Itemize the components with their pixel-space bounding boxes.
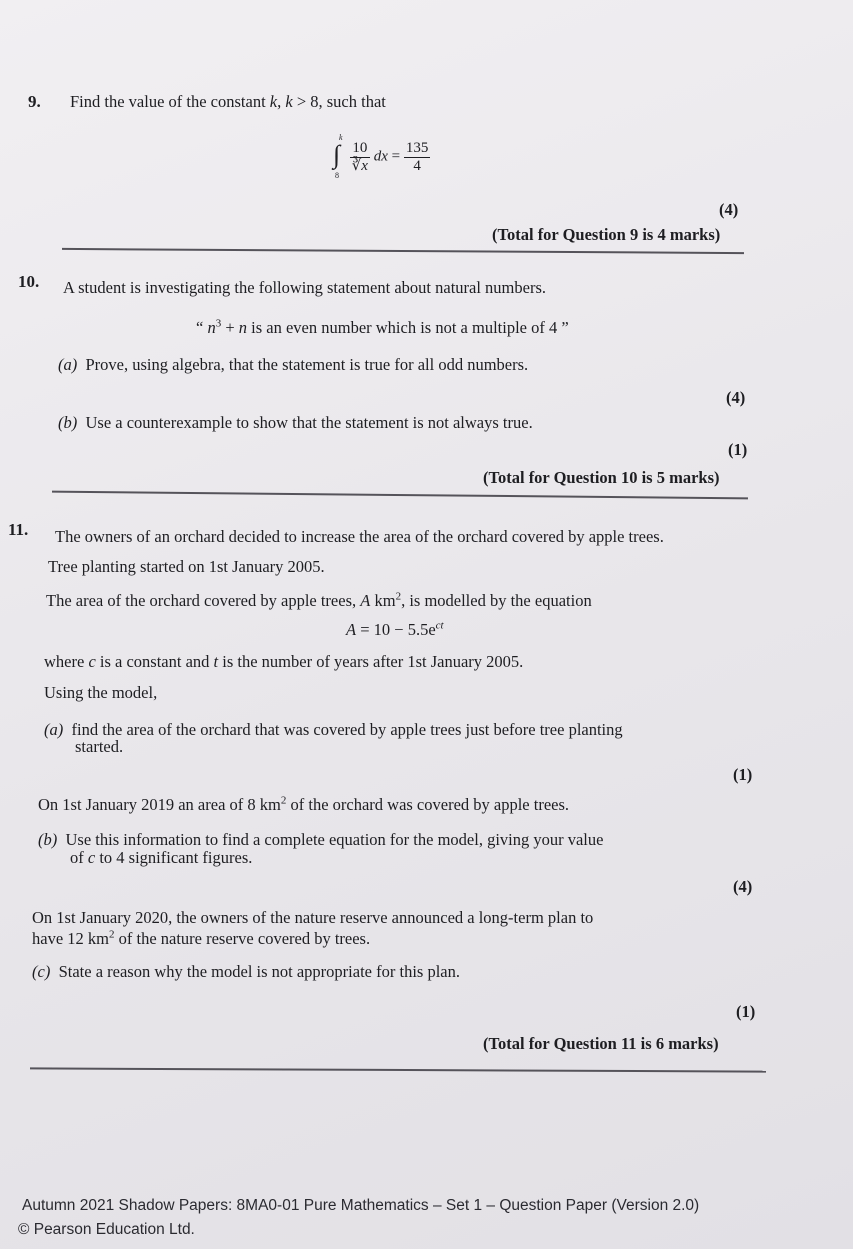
integrand-fraction: $\frac{10}{∛x}$ bbox=[351, 139, 368, 174]
question-11-part-b-cont: of c to 4 significant figures. bbox=[70, 848, 253, 867]
question-10-number: 10. bbox=[18, 272, 40, 291]
footer-copyright: © Pearson Education Ltd. bbox=[18, 1221, 195, 1238]
question-11-where: where c is a constant and t is the number of years after 1st January 2005. bbox=[44, 652, 524, 671]
question-9-divider bbox=[62, 248, 744, 254]
question-11-stem: The owners of an orchard decided to increase the area of the orchard covered by apple trees. bbox=[55, 527, 664, 546]
question-11-total: (Total for Question 11 is 6 marks) bbox=[483, 1034, 719, 1053]
question-9-number: 9. bbox=[28, 92, 41, 111]
question-11-part-b: (b) Use this information to find a complete equation for the model, giving your value bbox=[38, 830, 604, 849]
question-11-info-2: On 1st January 2020, the owners of the nature reserve announced a long-term plan to bbox=[32, 908, 594, 927]
question-10-stem: A student is investigating the following statement about natural numbers. bbox=[63, 278, 547, 297]
question-11-line-3: The area of the orchard covered by apple trees, A $km^2$, is modelled by the equation bbox=[46, 590, 592, 610]
question-10-part-a: (a) Prove, using algebra, that the statement is true for all odd numbers. bbox=[58, 355, 529, 374]
question-10-part-a-marks: (4) bbox=[726, 388, 746, 407]
question-11-part-c-marks: (1) bbox=[736, 1002, 756, 1021]
question-11-part-c: (c) State a reason why the model is not appropriate for this plan. bbox=[32, 962, 460, 981]
question-10-statement: “ $n^3 + n$ is an even number which is not a multiple of 4 ” bbox=[196, 317, 569, 337]
question-11-line-2: Tree planting started on 1st January 2005. bbox=[48, 557, 325, 576]
rhs-fraction: $\frac{135}{4}$ bbox=[405, 139, 429, 174]
question-11-info-2-cont: have 12 $km^2$ of the nature reserve covered by trees. bbox=[32, 928, 371, 948]
question-11-number: 11. bbox=[8, 520, 29, 539]
question-10-part-b-marks: (1) bbox=[728, 440, 748, 459]
question-10-part-b: (b) Use a counterexample to show that the statement is not always true. bbox=[58, 413, 533, 432]
question-10-total: (Total for Question 10 is 5 marks) bbox=[483, 468, 720, 487]
question-9-integral-equation: ∫ k 8 $\frac{10}{∛x}$ dx = $\frac{135}{4}$ bbox=[333, 133, 429, 180]
question-11-using: Using the model, bbox=[44, 683, 158, 702]
question-9-stem: Find the value of the constant k, k > 8, such that bbox=[70, 92, 386, 111]
question-11-divider bbox=[30, 1067, 766, 1072]
question-11-part-a-cont: started. bbox=[75, 737, 124, 756]
footer-title: Autumn 2021 Shadow Papers: 8MA0-01 Pure Mathematics – Set 1 – Question Paper (Version 2.0) bbox=[22, 1197, 700, 1214]
integral-sign: ∫ k 8 bbox=[333, 133, 343, 180]
question-11-info: On 1st January 2019 an area of 8 $km^2$ of the orchard was covered by apple trees. bbox=[38, 794, 570, 814]
question-9-marks: (4) bbox=[719, 200, 739, 219]
question-9-total: (Total for Question 9 is 4 marks) bbox=[492, 225, 721, 244]
question-11-model-equation: $A = 10 - 5.5e^{ct}$ bbox=[346, 619, 444, 639]
question-10-divider bbox=[52, 491, 748, 499]
question-11-part-b-marks: (4) bbox=[733, 877, 753, 896]
question-11-part-a: (a) find the area of the orchard that was covered by apple trees just before tree planting bbox=[44, 720, 623, 739]
question-11-part-a-marks: (1) bbox=[733, 765, 753, 784]
